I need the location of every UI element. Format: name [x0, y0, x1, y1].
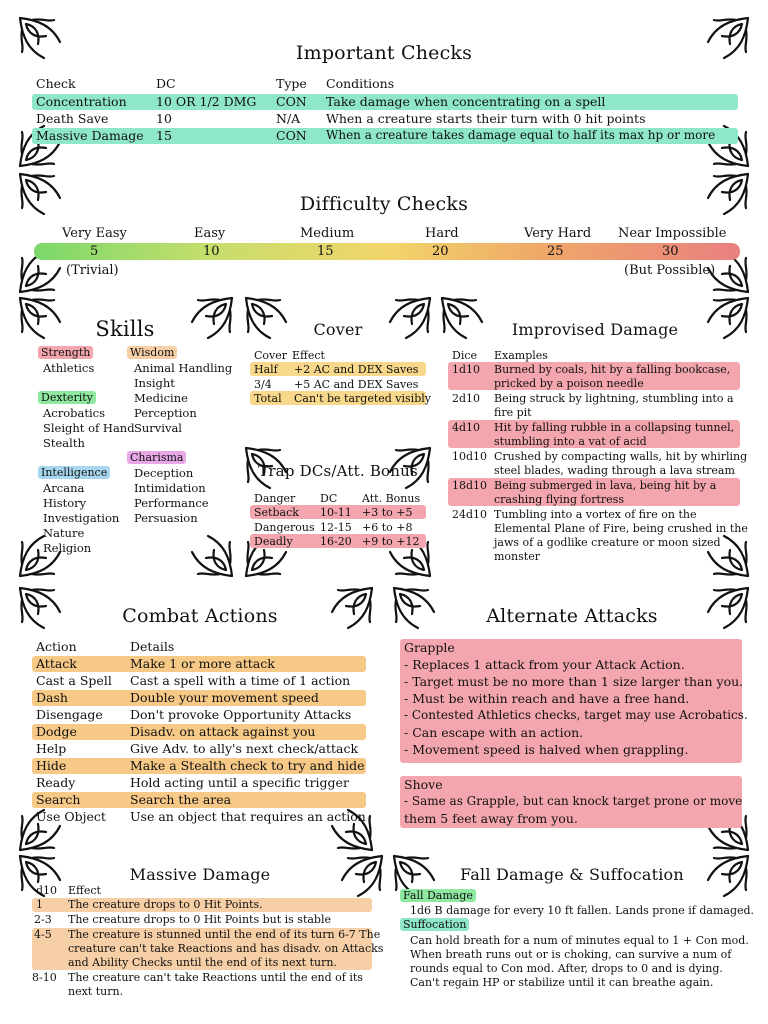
- improvised-cell: Crushed by compacting walls, hit by whirling: [494, 450, 748, 463]
- trap-dcs-title: Trap DCs/Att. Bonus: [258, 462, 418, 480]
- cover-cell: 3/4: [254, 378, 272, 391]
- improvised-cell: fire pit: [494, 406, 532, 419]
- cover-header: Cover: [254, 349, 288, 362]
- cover-cell: Half: [254, 363, 278, 376]
- shove-line: - Same as Grapple, but can knock target prone or move: [404, 794, 743, 808]
- important-checks-table: [0, 76, 768, 156]
- improvised-cell: Being struck by lightning, stumbling into a: [494, 392, 734, 405]
- trap-cell: 16-20: [320, 535, 352, 548]
- trap-cell: 10-11: [320, 506, 352, 519]
- cover-cell: +2 AC and DEX Saves: [294, 363, 419, 376]
- trap-cell: +3 to +5: [362, 506, 413, 519]
- table-row: Death Save 10 N/A When a creature starts their turn with 0 hit points: [36, 111, 646, 126]
- improvised-cell: steel blades, wading through a lava stream: [494, 464, 735, 477]
- trap-cell: Setback: [254, 506, 299, 519]
- massive-cell: The creature is stunned until the end of its turn 6-7 The: [68, 928, 381, 941]
- massive-cell: The creature can't take Reactions until the end of its: [68, 971, 363, 984]
- trap-header: Danger: [254, 492, 296, 505]
- massive-cell: The creature drops to 0 Hit Points.: [68, 898, 263, 911]
- massive-cell: 2-3: [34, 913, 52, 926]
- improvised-cell: stumbling into a vat of acid: [494, 435, 647, 448]
- massive-cell: next turn.: [68, 985, 124, 998]
- grapple-line: - Replaces 1 attack from your Attack Action.: [404, 657, 685, 672]
- difficulty-checks-title: Difficulty Checks: [299, 193, 469, 215]
- suffocation-line: When breath runs out or is choking, can survive a num of: [410, 948, 732, 961]
- suffocation-line: rounds equal to Con mod. After, drops to 0 and is dying.: [410, 962, 723, 975]
- table-row: Hide Make a Stealth check to try and hide: [36, 758, 365, 773]
- massive-cell: creature can't take Reactions and has disadv. on Attacks: [68, 942, 384, 955]
- improvised-header: Examples: [494, 349, 548, 362]
- massive-cell: and Ability Checks until the end of its next turn.: [68, 956, 337, 969]
- grapple-line: - Target must be no more than 1 size larger than you.: [404, 674, 744, 689]
- improvised-cell: crashing flying fortress: [494, 493, 624, 506]
- table-row: Concentration 10 OR 1/2 DMG CON Take damage when concentrating on a spell: [36, 94, 606, 109]
- grapple-line: - Movement speed is halved when grappling.: [404, 742, 689, 757]
- cover-cell: Total: [254, 392, 282, 405]
- grapple-line: - Can escape with an action.: [404, 725, 584, 740]
- improvised-cell: 24d10: [452, 508, 488, 521]
- shove-line: them 5 feet away from you.: [404, 811, 578, 826]
- table-row: Dodge Disadv. on attack against you: [36, 724, 316, 739]
- difficulty-gradient-bar: [34, 243, 740, 260]
- massive-cell: The creature drops to 0 Hit Points but is stable: [68, 913, 331, 926]
- important-checks-title: Important Checks: [295, 42, 473, 64]
- improvised-damage-title: Improvised Damage: [511, 320, 679, 339]
- trap-cell: Deadly: [254, 535, 293, 548]
- table-row: Massive Damage 15 CON When a creature takes damage equal to half its max hp or more: [36, 128, 716, 143]
- improvised-cell: monster: [494, 550, 540, 563]
- grapple-line: - Must be within reach and have a free hand.: [404, 691, 690, 706]
- massive-header: d10: [36, 884, 58, 897]
- cover-cell: +5 AC and DEX Saves: [294, 378, 419, 391]
- trap-cell: 12-15: [320, 521, 352, 534]
- trap-cell: +9 to +12: [362, 535, 420, 548]
- table-row: Use Object Use an object that requires an action: [36, 809, 366, 824]
- table-row: Disengage Don't provoke Opportunity Attacks: [36, 707, 352, 722]
- cover-cell: Can't be targeted visibly: [294, 392, 431, 405]
- table-row: Help Give Adv. to ally's next check/attack: [36, 741, 359, 756]
- skills-title: Skills: [95, 317, 155, 341]
- massive-damage-title: Massive Damage: [129, 865, 271, 884]
- corner-flourish-icon: [190, 534, 234, 578]
- improvised-cell: 4d10: [452, 421, 481, 434]
- grapple-line: - Contested Athletics checks, target may use Acrobatics.: [404, 708, 748, 722]
- alternate-attacks-title: Alternate Attacks: [486, 605, 658, 627]
- trap-header: Att. Bonus: [362, 492, 421, 505]
- improvised-cell: 2d10: [452, 392, 481, 405]
- grapple-heading: Grapple: [404, 640, 455, 655]
- improvised-cell: pricked by a poison needle: [494, 377, 644, 390]
- combat-actions-table: [0, 639, 390, 829]
- massive-cell: 4-5: [34, 928, 52, 941]
- trap-cell: Dangerous: [254, 521, 315, 534]
- combat-actions-title: Combat Actions: [122, 605, 278, 627]
- table-row: Ready Hold acting until a specific trigger: [36, 775, 349, 790]
- table-row: Search Search the area: [36, 792, 232, 807]
- table-header: Action Details: [36, 639, 175, 654]
- improvised-cell: 1d10: [452, 363, 481, 376]
- improvised-cell: Being submerged in lava, being hit by a: [494, 479, 717, 492]
- suffocation-line: Can't regain HP or stabilize until it can breathe again.: [410, 976, 714, 989]
- fall-heading: Fall Damage: [400, 889, 476, 902]
- table-row: Cast a Spell Cast a spell with a time of 1 action: [36, 673, 351, 688]
- improvised-cell: Hit by falling rubble in a collapsing tunnel,: [494, 421, 735, 434]
- massive-header: Effect: [68, 884, 101, 897]
- improvised-cell: jaws of a godlike creature or moon sized: [494, 536, 721, 549]
- suffocation-heading: Suffocation: [400, 918, 469, 931]
- fall-line: 1d6 B damage for every 10 ft fallen. Lands prone if damaged.: [410, 904, 755, 917]
- massive-cell: 1: [36, 898, 43, 911]
- trap-header: DC: [320, 492, 338, 505]
- improvised-cell: 10d10: [452, 450, 488, 463]
- table-row: Attack Make 1 or more attack: [36, 656, 275, 671]
- table-header: Check DC Type Conditions: [36, 76, 395, 91]
- suffocation-line: Can hold breath for a num of minutes equal to 1 + Con mod.: [410, 934, 749, 947]
- corner-flourish-icon: [190, 296, 234, 340]
- corner-flourish-icon: [18, 296, 62, 340]
- improvised-cell: 18d10: [452, 479, 488, 492]
- improvised-cell: Elemental Plane of Fire, being crushed in the: [494, 522, 748, 535]
- improvised-header: Dice: [452, 349, 478, 362]
- cover-title: Cover: [313, 320, 363, 339]
- improvised-cell: Tumbling into a vortex of fire on the: [494, 508, 697, 521]
- cover-header: Effect: [292, 349, 325, 362]
- trap-cell: +6 to +8: [362, 521, 413, 534]
- massive-cell: 8-10: [32, 971, 57, 984]
- shove-heading: Shove: [404, 777, 443, 792]
- improvised-cell: Burned by coals, hit by a falling bookcase,: [494, 363, 731, 376]
- fall-damage-title: Fall Damage & Suffocation: [460, 865, 684, 884]
- table-row: Dash Double your movement speed: [36, 690, 319, 705]
